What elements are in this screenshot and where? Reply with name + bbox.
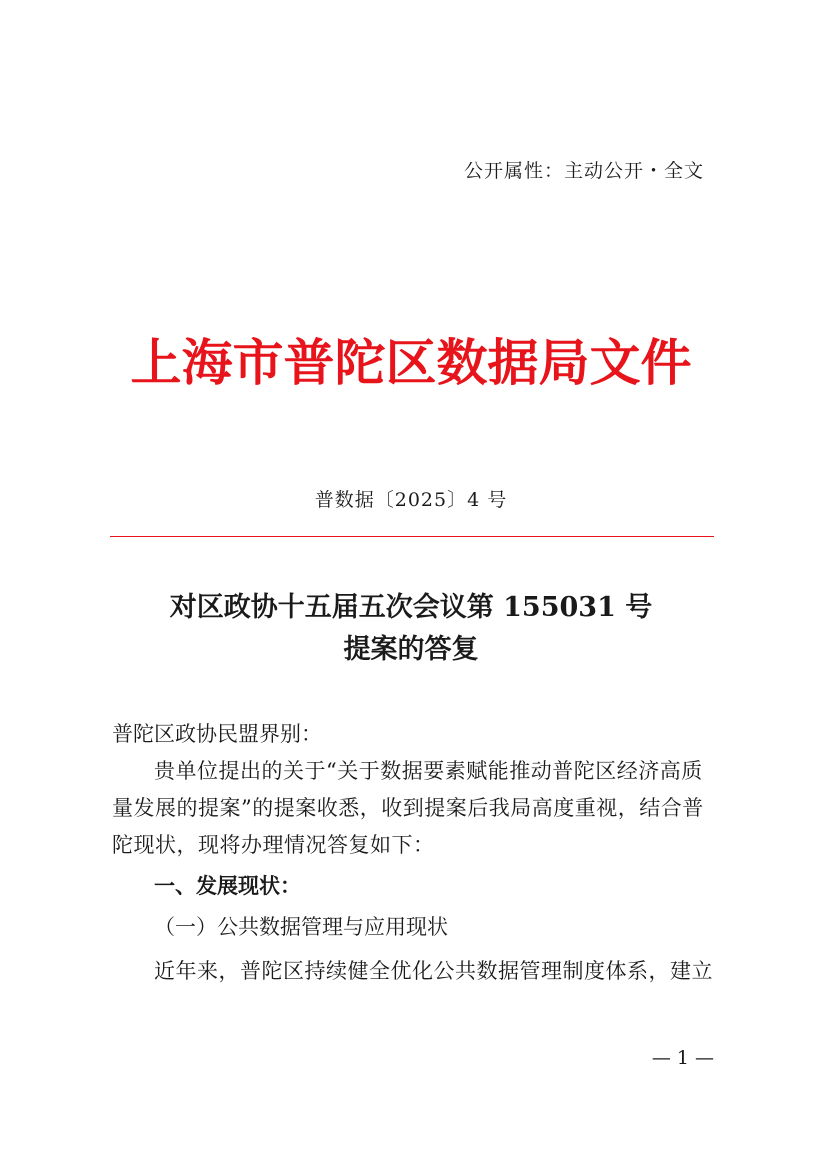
subsection-heading-1: （一）公共数据管理与应用现状 bbox=[154, 915, 448, 939]
masthead-title: 上海市普陀区数据局文件 bbox=[130, 333, 692, 392]
salutation: 普陀区政协民盟界别： bbox=[112, 722, 322, 746]
document-number: 普数据〔2025〕4 号 bbox=[314, 489, 508, 511]
body-paragraph-1: 贵单位提出的关于“关于数据要素赋能推动普陀区经济高质量发展的提案”的提案收悉，收到提案后我局高度重视，结合普陀现状，现将办理情况答复如下： bbox=[112, 759, 704, 857]
subject-line-2: 提案的答复 bbox=[343, 634, 479, 665]
disclosure-attribute: 公开属性：主动公开・全文 bbox=[463, 160, 704, 182]
red-divider-line bbox=[110, 536, 714, 537]
page-number: — 1 — bbox=[651, 1047, 714, 1069]
section-heading-1: 一、发展现状： bbox=[154, 874, 301, 898]
subject-line-1: 对区政协十五届五次会议第 155031 号 bbox=[169, 592, 653, 623]
document-subject bbox=[0, 587, 822, 671]
body-paragraph-2: 近年来，普陀区持续健全优化公共数据管理制度体系，建立 bbox=[154, 959, 713, 983]
